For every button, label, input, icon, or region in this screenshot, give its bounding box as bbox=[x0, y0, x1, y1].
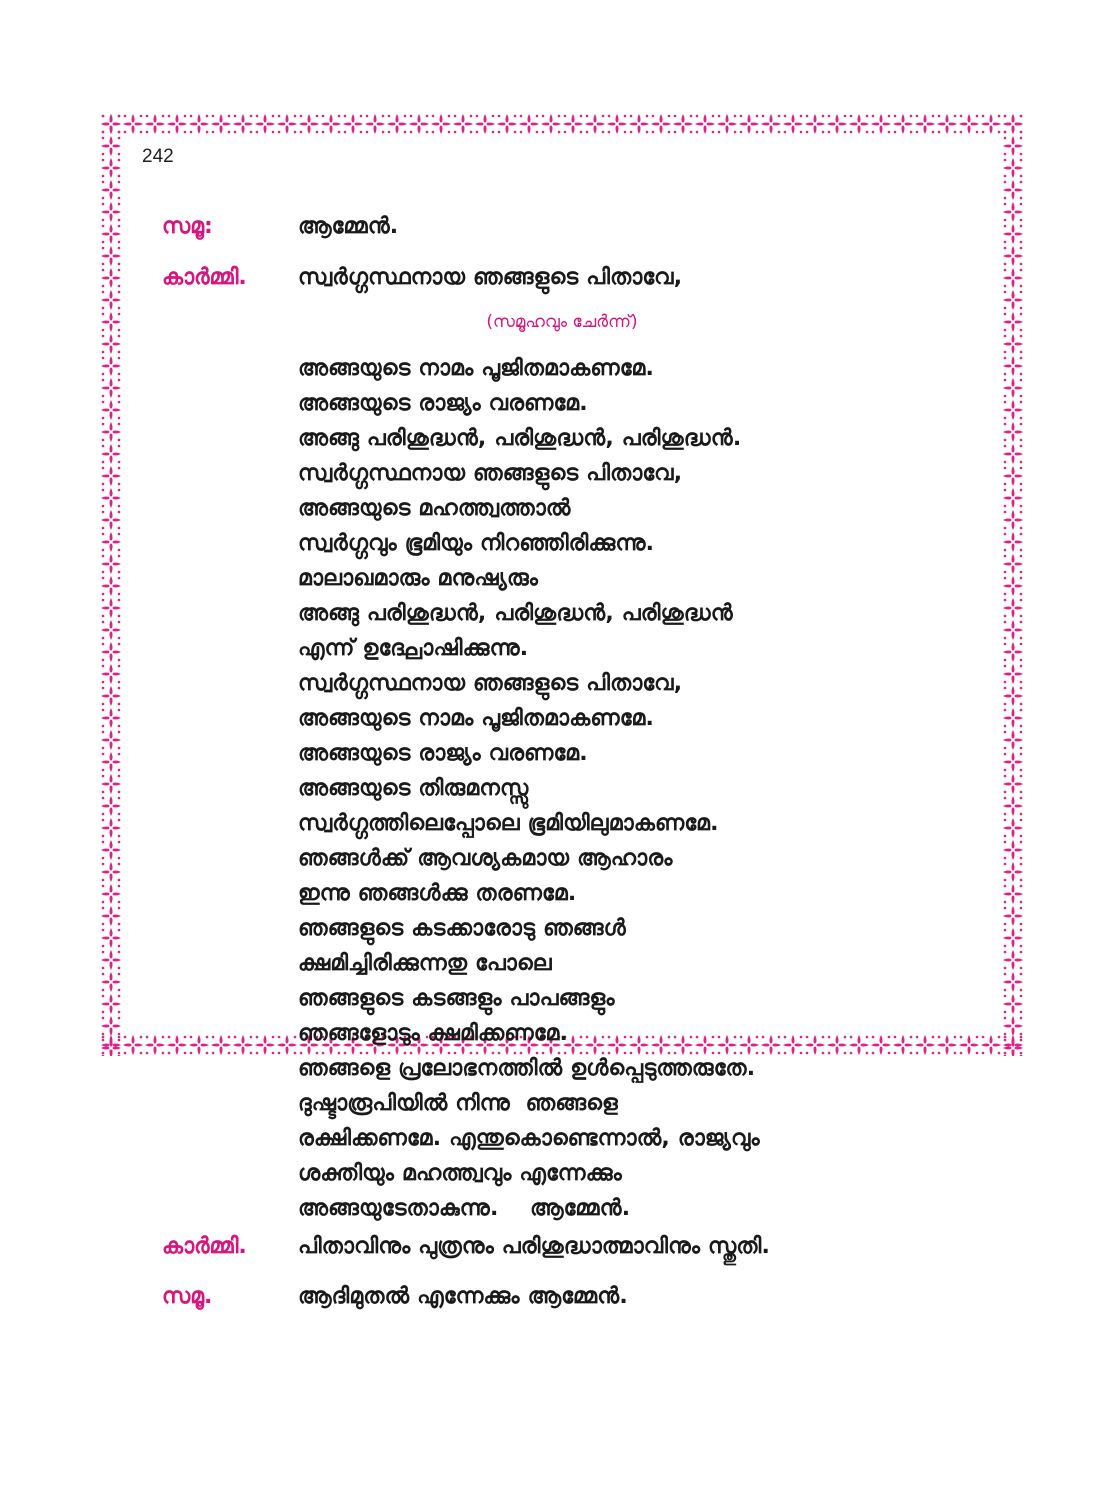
dialogue-row-karmmi-prayer bbox=[0, 265, 1116, 301]
prayer-line-text: അങ്ങയുടേതാകുന്നു. ആമ്മേൻ. bbox=[298, 1196, 631, 1221]
page-number: 242 bbox=[142, 146, 174, 167]
prayer-line-text: ക്ഷമിച്ചിരിക്കുന്നതു പോലെ bbox=[298, 951, 552, 976]
prayer-line bbox=[0, 881, 1116, 917]
prayer-line-text: ദുഷ്ടാരൂപിയിൽ നിന്നു ഞങ്ങളെ bbox=[298, 1091, 618, 1116]
prayer-line-text: അങ്ങു പരിശുദ്ധൻ, പരിശുദ്ധൻ, പരിശുദ്ധൻ. bbox=[298, 426, 742, 451]
prayer-line-text: രക്ഷിക്കണമേ. എന്തുകൊണ്ടെന്നാൽ, രാജ്യവും bbox=[298, 1126, 760, 1151]
prayer-line-text: ഞങ്ങളുടെ കടക്കാരോടു ഞങ്ങൾ bbox=[298, 916, 626, 941]
speaker-label: കാർമ്മി. bbox=[162, 1234, 247, 1259]
prayer-line bbox=[0, 1056, 1116, 1092]
dialogue-row-samu-amen bbox=[0, 214, 1116, 250]
dialogue-text: ആമ്മേൻ. bbox=[298, 214, 399, 239]
prayer-line-text: മാലാഖമാരും മനുഷ്യരും bbox=[298, 566, 539, 591]
prayer-line bbox=[0, 671, 1116, 707]
prayer-line bbox=[0, 461, 1116, 497]
prayer-line bbox=[0, 1021, 1116, 1057]
prayer-line bbox=[0, 986, 1116, 1022]
prayer-line bbox=[0, 636, 1116, 672]
prayer-line-text: അങ്ങയുടെ മഹത്ത്വത്താൽ bbox=[298, 496, 571, 521]
dialogue-text: ആദിമുതൽ എന്നേക്കും ആമ്മേൻ. bbox=[298, 1284, 628, 1309]
prayer-line bbox=[0, 1091, 1116, 1127]
prayer-line bbox=[0, 391, 1116, 427]
prayer-line bbox=[0, 1161, 1116, 1197]
dialogue-text: പിതാവിനും പുത്രനും പരിശുദ്ധാത്മാവിനും സ്തുതി. bbox=[298, 1234, 771, 1259]
prayer-line bbox=[0, 426, 1116, 462]
prayer-line bbox=[0, 811, 1116, 847]
speaker-label: കാർമ്മി. bbox=[162, 265, 247, 290]
prayer-line-text: ഞങ്ങളെ പ്രലോഭനത്തിൽ ഉൾപ്പെടുത്തരുതേ. bbox=[298, 1056, 756, 1081]
prayer-line-text: ഞങ്ങൾക്ക് ആവശ്യകമായ ആഹാരം bbox=[298, 846, 673, 871]
floral-border-top-icon bbox=[100, 113, 1024, 135]
prayer-line-text: ശക്തിയും മഹത്ത്വവും എന്നേക്കും bbox=[298, 1161, 622, 1186]
dialogue-row-samu-response bbox=[0, 1284, 1116, 1320]
prayer-line bbox=[0, 356, 1116, 392]
prayer-line-text: ഇന്നു ഞങ്ങൾക്കു തരണമേ. bbox=[298, 881, 577, 906]
prayer-line-text: അങ്ങയുടെ നാമം പൂജിതമാകണമേ. bbox=[298, 706, 655, 731]
prayer-line bbox=[0, 951, 1116, 987]
prayer-line bbox=[0, 706, 1116, 742]
prayer-line-text: ഞങ്ങളുടെ കടങ്ങളും പാപങ്ങളും bbox=[298, 986, 615, 1011]
prayer-line bbox=[0, 496, 1116, 532]
prayer-line-text: അങ്ങു പരിശുദ്ധൻ, പരിശുദ്ധൻ, പരിശുദ്ധൻ bbox=[298, 601, 733, 626]
prayer-line bbox=[0, 741, 1116, 777]
prayer-line bbox=[0, 1126, 1116, 1162]
speaker-label: സമൂ: bbox=[162, 214, 213, 239]
prayer-line-text: അങ്ങയുടെ നാമം പൂജിതമാകണമേ. bbox=[298, 356, 655, 381]
prayer-line bbox=[0, 846, 1116, 882]
dialogue-text: സ്വർഗ്ഗസ്ഥനായ ഞങ്ങളുടെ പിതാവേ, bbox=[298, 265, 683, 290]
prayer-line-text: എന്ന് ഉദ്ഘോഷിക്കുന്നു. bbox=[298, 636, 529, 661]
prayer-line bbox=[0, 531, 1116, 567]
prayer-line-text: സ്വർഗ്ഗസ്ഥനായ ഞങ്ങളുടെ പിതാവേ, bbox=[298, 461, 683, 486]
prayer-line-text: സ്വർഗ്ഗവും ഭൂമിയും നിറഞ്ഞിരിക്കുന്നു. bbox=[298, 531, 655, 556]
prayer-line bbox=[0, 916, 1116, 952]
rubric-instruction: (സമൂഹവും ചേർന്ന്) bbox=[486, 312, 638, 332]
prayer-line-text: ഞങ്ങളോടും ക്ഷമിക്കണമേ. bbox=[298, 1021, 569, 1046]
prayer-line bbox=[0, 776, 1116, 812]
prayer-line-text: അങ്ങയുടെ തിരുമനസ്സു bbox=[298, 776, 529, 801]
prayer-line-text: അങ്ങയുടെ രാജ്യം വരണമേ. bbox=[298, 391, 588, 416]
prayer-line bbox=[0, 1196, 1116, 1232]
prayer-line bbox=[0, 601, 1116, 637]
dialogue-row-karmmi-doxology bbox=[0, 1234, 1116, 1270]
speaker-label: സമൂ. bbox=[162, 1284, 213, 1309]
prayer-line bbox=[0, 566, 1116, 602]
prayer-line-text: അങ്ങയുടെ രാജ്യം വരണമേ. bbox=[298, 741, 588, 766]
prayer-line-text: സ്വർഗ്ഗസ്ഥനായ ഞങ്ങളുടെ പിതാവേ, bbox=[298, 671, 683, 696]
prayer-line-text: സ്വർഗ്ഗത്തിലെപ്പോലെ ഭൂമിയിലുമാകണമേ. bbox=[298, 811, 719, 836]
